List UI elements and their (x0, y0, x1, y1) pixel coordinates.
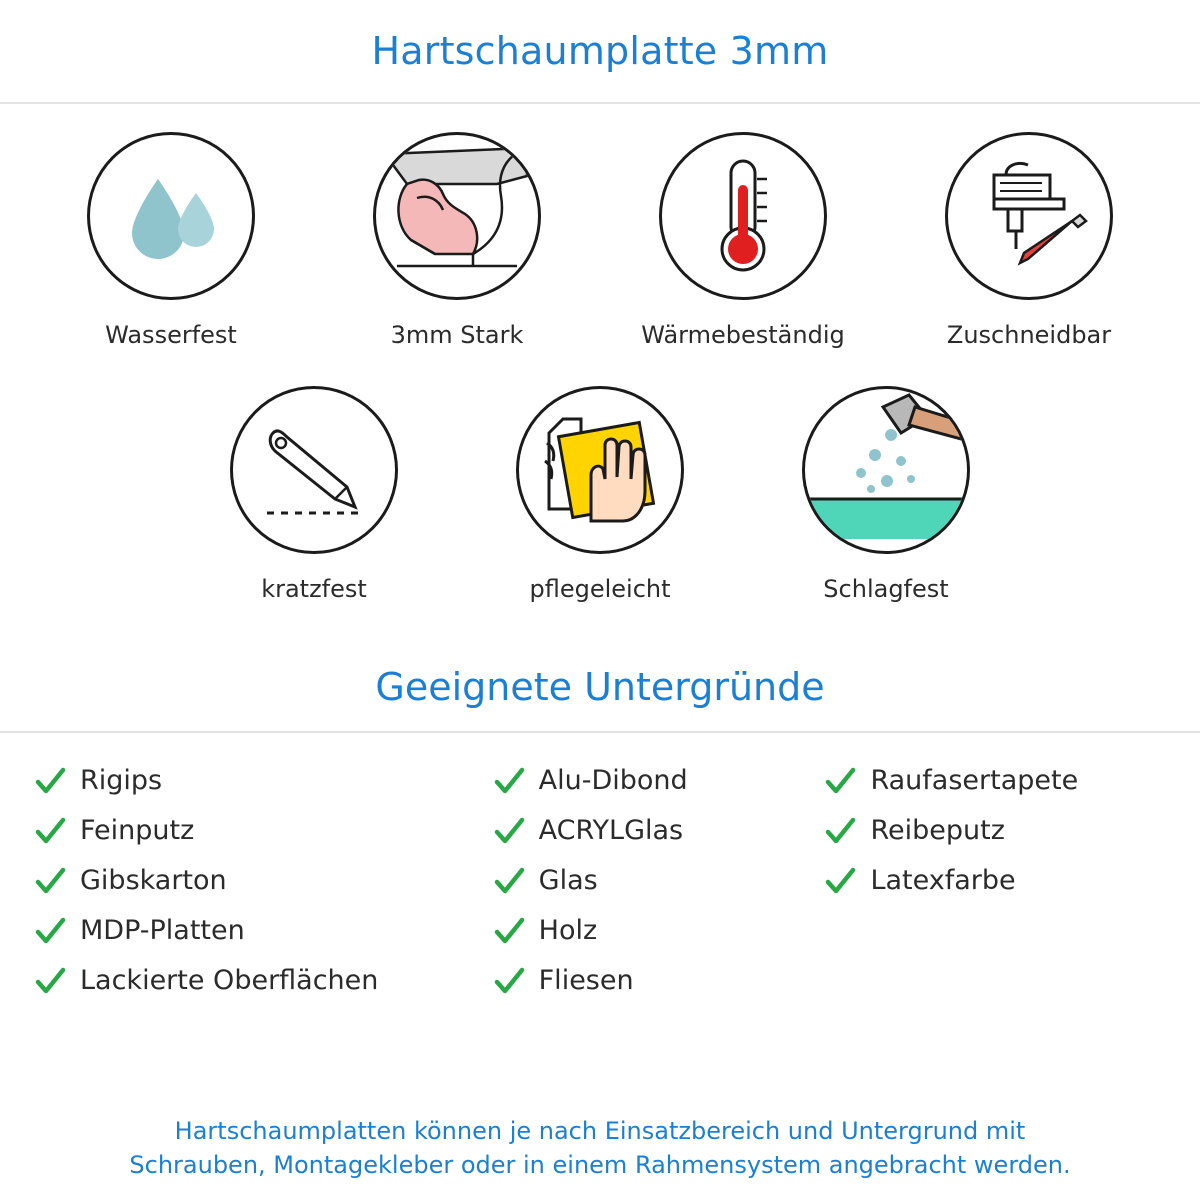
feature-icon-circle (516, 386, 684, 554)
feature-icon-circle (373, 132, 541, 300)
header (0, 0, 1200, 104)
thermometer-icon (668, 141, 818, 291)
list-item-label: Glas (538, 865, 598, 897)
feature-icon-circle (230, 386, 398, 554)
check-icon (34, 765, 66, 797)
list-item-label: Feinputz (80, 815, 195, 847)
footer-line-1: Hartschaumplatten können je nach Einsatzbereich und Untergrund mit (174, 1116, 1026, 1145)
feature-waermebestaendig (629, 132, 857, 348)
feature-label: kratzfest (261, 575, 367, 604)
check-icon (824, 815, 856, 847)
list-item (34, 809, 493, 853)
check-icon (34, 865, 66, 897)
feature-3mm-stark (343, 132, 571, 348)
substrates-column-3 (824, 759, 1166, 1003)
list-item (34, 859, 493, 903)
feature-label: 3mm Stark (390, 321, 524, 349)
feature-label: Wärmebeständig (641, 321, 845, 349)
list-item (34, 909, 493, 953)
check-icon (824, 765, 856, 797)
list-item (493, 959, 825, 1003)
feature-label: Zuschneidbar (946, 321, 1112, 349)
check-icon (493, 765, 525, 797)
footer-note (0, 1114, 1200, 1182)
check-icon (34, 915, 66, 947)
list-item (824, 859, 1166, 903)
hand-cloth-icon (519, 389, 681, 551)
feature-label: Schlagfest (823, 575, 949, 604)
check-icon (493, 815, 525, 847)
feature-kratzfest (200, 386, 428, 602)
list-item-label: Holz (538, 915, 598, 947)
list-item (493, 809, 825, 853)
section-title: Geeignete Untergründe (375, 664, 825, 709)
check-icon (34, 965, 66, 997)
list-item-label: Reibeputz (870, 815, 1005, 847)
feature-zuschneidbar (915, 132, 1143, 348)
list-item-label: Rigips (80, 765, 163, 797)
jigsaw-cutter-icon (954, 141, 1104, 291)
check-icon (824, 865, 856, 897)
feature-schlagfest (772, 386, 1000, 602)
substrates-column-1 (34, 759, 493, 1003)
features-section (0, 104, 1200, 603)
check-icon (34, 815, 66, 847)
feature-icon-circle (87, 132, 255, 300)
list-item (493, 859, 825, 903)
flexing-arm-icon (377, 136, 537, 296)
list-item-label: Raufasertapete (870, 765, 1079, 797)
feature-wasserfest (57, 132, 285, 348)
feature-icon-circle (945, 132, 1113, 300)
substrates-column-2 (493, 759, 825, 1003)
knife-scratch-icon (239, 395, 389, 545)
feature-icon-circle (802, 386, 970, 554)
substrates-header (0, 665, 1200, 733)
list-item-label: Latexfarbe (870, 865, 1016, 897)
check-icon (493, 965, 525, 997)
list-item (493, 759, 825, 803)
substrates-list (0, 733, 1200, 1003)
feature-label: pflegeleicht (529, 575, 671, 604)
page-title: Hartschaumplatte 3mm (371, 29, 829, 73)
feature-label: Wasserfest (105, 321, 237, 349)
feature-row-1 (0, 132, 1200, 348)
feature-icon-circle (659, 132, 827, 300)
feature-pflegeleicht (486, 386, 714, 602)
list-item-label: ACRYLGlas (538, 815, 684, 847)
footer-line-2: Schrauben, Montagekleber oder in einem Rahmensystem angebracht werden. (129, 1150, 1071, 1179)
list-item (824, 809, 1166, 853)
list-item-label: Alu-Dibond (538, 765, 688, 797)
check-icon (493, 915, 525, 947)
list-item (34, 959, 493, 1003)
list-item-label: Lackierte Oberflächen (80, 965, 379, 997)
feature-row-2 (0, 386, 1200, 602)
list-item-label: Fliesen (538, 965, 634, 997)
list-item (34, 759, 493, 803)
list-item (493, 909, 825, 953)
water-drops-icon (96, 141, 246, 291)
list-item (824, 759, 1166, 803)
check-icon (493, 865, 525, 897)
hammer-impact-icon (805, 389, 967, 551)
list-item-label: Gibskarton (80, 865, 227, 897)
list-item-label: MDP-Platten (80, 915, 245, 947)
